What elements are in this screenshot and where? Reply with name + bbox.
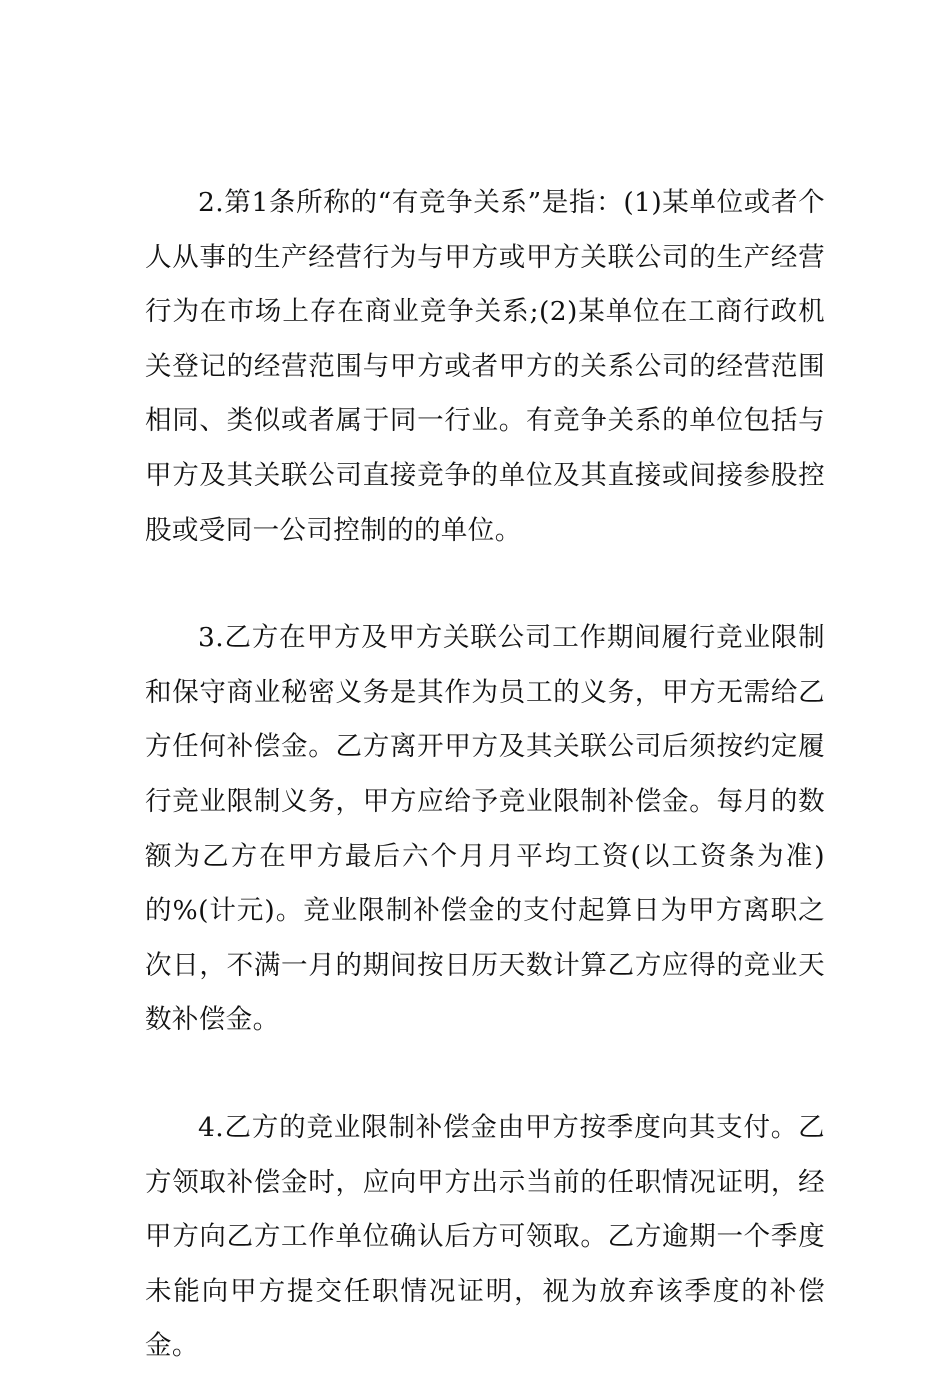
paragraph-clause-2: 2.第1条所称的“有竞争关系”是指：(1)某单位或者个人从事的生产经营行为与甲方或甲方关联公司的生产经营行为在市场上存在商业竞争关系;(2)某单位在工商行政机关登记的经营范围与甲方或者甲方的关系公司的经营范围相同、类似或者属于同一行业。有竞争关系的单位包括与甲方及其关联公司直接竞争的单位及其直接或间接参股控股或受同一公司控制的的单位。 bbox=[145, 187, 825, 546]
paragraph-clause-4: 4.乙方的竞业限制补偿金由甲方按季度向其支付。乙方领取补偿金时，应向甲方出示当前的任职情况证明，经甲方向乙方工作单位确认后方可领取。乙方逾期一个季度未能向甲方提交任职情况证明，视为放弃该季度的补偿金。 bbox=[145, 1111, 825, 1362]
document-body bbox=[145, 176, 825, 1374]
paragraph-clause-3: 3.乙方在甲方及甲方关联公司工作期间履行竞业限制和保守商业秘密义务是其作为员工的义务，甲方无需给乙方任何补偿金。乙方离开甲方及其关联公司后须按约定履行竞业限制义务，甲方应给予竞业限制补偿金。每月的数额为乙方在甲方最后六个月月平均工资(以工资条为准)的%(计元)。竞业限制补偿金的支付起算日为甲方离职之次日，不满一月的期间按日历天数计算乙方应得的竞业天数补偿金。 bbox=[145, 622, 825, 1036]
